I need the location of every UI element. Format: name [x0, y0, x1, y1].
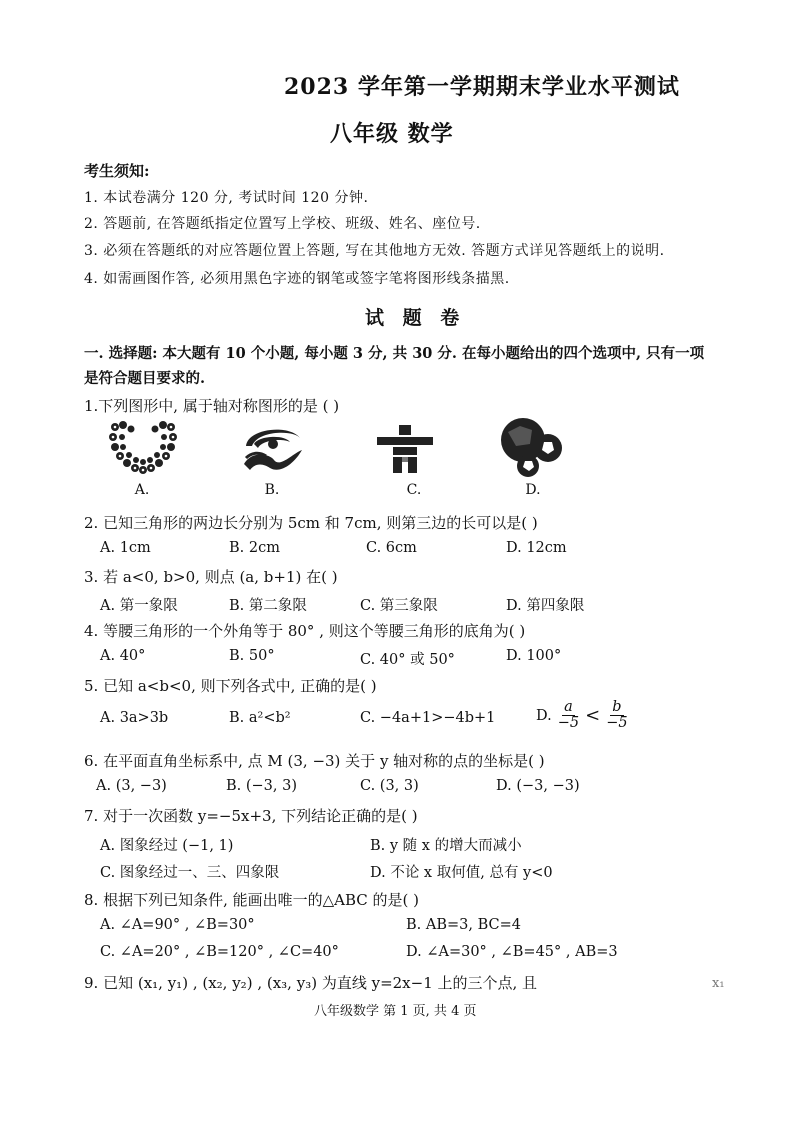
question-6-stem: 6. 在平面直角坐标系中, 点 M (3, −3) 关于 y 轴对称的点的坐标是( ) [84, 752, 545, 770]
option-d: D. ∠A=30° , ∠B=45° , AB=3 [406, 944, 618, 960]
option-c: C. (3, 3) [360, 778, 419, 794]
option-a: A. 1cm [100, 540, 151, 556]
option-c: C. 40° 或 50° [360, 652, 455, 668]
option-c: C. ∠A=20° , ∠B=120° , ∠C=40° [100, 944, 339, 960]
option-b: B. (−3, 3) [226, 778, 298, 794]
question-9-stem: 9. 已知 (x₁, y₁) , (x₂, y₂) , (x₃, y₃) 为直线 y=2x−1 上的三个点, 且 [84, 974, 538, 992]
question-5-stem: 5. 已知 a<b<0, 则下列各式中, 正确的是( ) [84, 677, 377, 695]
question-4-stem: 4. 等腰三角形的一个外角等于 80° , 则这个等腰三角形的底角为( ) [84, 622, 526, 640]
relation-symbol: < [585, 705, 601, 727]
option-c: C. 6cm [366, 540, 417, 556]
option-a: A. 图象经过 (−1, 1) [100, 838, 234, 854]
notice-item: 1. 本试卷满分 120 分, 考试时间 120 分钟. [84, 190, 369, 206]
question-3-stem: 3. 若 a<0, b>0, 则点 (a, b+1) 在( ) [84, 568, 338, 586]
exam-title: 2023 学年第一学期期末学业水平测试 [284, 74, 680, 100]
question-2-stem: 2. 已知三角形的两边长分别为 5cm 和 7cm, 则第三边的长可以是( ) [84, 514, 538, 532]
notice-item: 2. 答题前, 在答题纸指定位置写上学校、班级、姓名、座位号. [84, 216, 481, 232]
option-a: A. ∠A=90° , ∠B=30° [100, 917, 255, 933]
figure-b-emblem-icon [240, 420, 306, 476]
part1-instructions-cont: 是符合题目要求的. [84, 370, 206, 387]
fraction-denominator: −5 [606, 715, 628, 732]
option-b: B. 2cm [229, 540, 280, 556]
option-d: D. (−3, −3) [496, 778, 580, 794]
fraction-numerator: b [612, 699, 622, 715]
option-c: C. 第三象限 [360, 598, 438, 614]
section-title: 试 题 卷 [365, 307, 466, 329]
option-d: D. 不论 x 取何值, 总有 y<0 [370, 865, 553, 881]
notice-item: 4. 如需画图作答, 必须用黑色字迹的钢笔或签字笔将图形线条描黑. [84, 271, 510, 287]
option-a: A. 3a>3b [100, 710, 169, 726]
figure-d-label: D. [525, 482, 541, 498]
option-c: C. −4a+1>−4b+1 [360, 710, 496, 726]
page-footer: 八年级数学 第 1 页, 共 4 页 [314, 1004, 477, 1019]
option-a: A. (3, −3) [96, 778, 167, 794]
exam-subtitle: 八年级 数学 [330, 121, 454, 147]
question-8-stem: 8. 根据下列已知条件, 能画出唯一的△ABC 的是( ) [84, 891, 420, 909]
option-d: D. 100° [506, 648, 562, 664]
option-d: D. 12cm [506, 540, 567, 556]
notice-item: 3. 必须在答题纸的对应答题位置上答题, 写在其他地方无效. 答题方式详见答题纸上的说明. [84, 243, 665, 259]
option-b: B. 第二象限 [229, 598, 307, 614]
figure-a-label: A. [134, 482, 150, 498]
option-c: C. 图象经过一、三、四象限 [100, 865, 280, 881]
figure-a-wreath-icon [107, 417, 179, 477]
option-a: A. 40° [100, 648, 146, 664]
figure-d-balls-icon [498, 416, 564, 478]
question-7-stem: 7. 对于一次函数 y=−5x+3, 下列结论正确的是( ) [84, 807, 418, 825]
option-a: A. 第一象限 [100, 598, 178, 614]
fraction-numerator: a [564, 699, 573, 715]
option-d [536, 700, 630, 731]
option-b: B. 50° [229, 648, 275, 664]
option-b: B. AB=3, BC=4 [406, 917, 521, 933]
option-d: D. 第四象限 [506, 598, 585, 614]
figure-c-label: C. [406, 482, 422, 498]
part1-instructions: 一. 选择题: 本大题有 10 个小题, 每小题 3 分, 共 30 分. 在每小题给出的四个选项中, 只有一项 [84, 345, 705, 362]
notice-heading: 考生须知: [84, 162, 150, 180]
fraction [604, 700, 629, 731]
margin-mark: x₁ [712, 976, 725, 991]
figure-b-label: B. [264, 482, 280, 498]
fraction-denominator: −5 [557, 715, 580, 732]
option-b: B. y 随 x 的增大而减小 [370, 838, 522, 854]
question-1-stem: 1.下列图形中, 属于轴对称图形的是 ( ) [84, 397, 340, 415]
figure-c-inukshuk-icon [375, 423, 435, 475]
option-d-prefix: D. [536, 707, 552, 724]
fraction [556, 700, 581, 731]
option-b: B. a²<b² [229, 710, 291, 726]
